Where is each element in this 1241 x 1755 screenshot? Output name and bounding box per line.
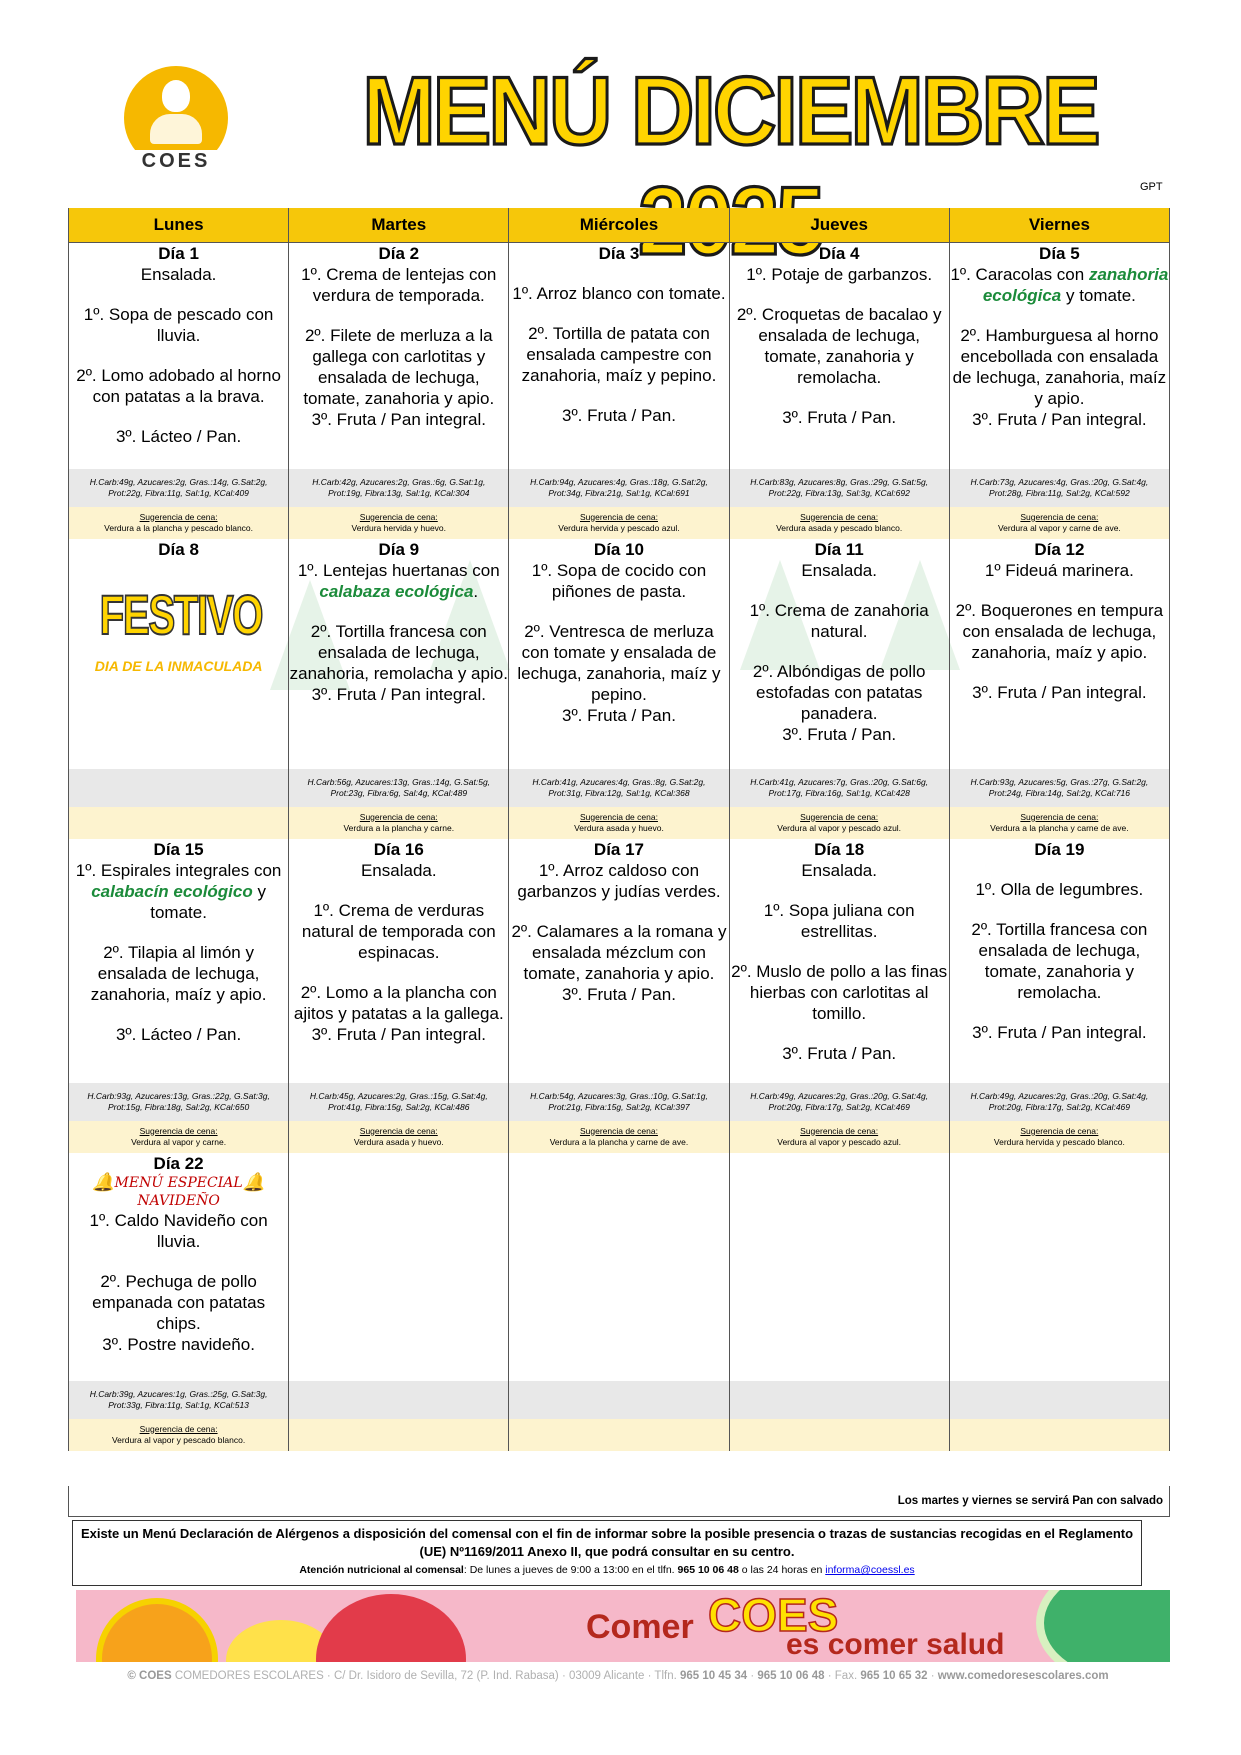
dinner-suggestion-text: Verdura al vapor y carne de ave. <box>997 522 1121 533</box>
dinner-suggestion-title: Sugerencia de cena: <box>139 511 218 522</box>
dish-line <box>950 1003 1169 1022</box>
festivo-title: FESTIVO <box>99 582 263 646</box>
dish-line: 2º. Tortilla de patata con ensalada campestre con zanahoria, maíz y pepino. <box>521 324 717 385</box>
weekday-header-row <box>69 208 1170 243</box>
dish-text: . <box>473 581 479 601</box>
nutrition-cell <box>69 1381 289 1419</box>
dinner-suggestion-text: Verdura al vapor y pescado blanco. <box>111 1434 246 1445</box>
dinner-suggestion-text: Verdura al vapor y carne. <box>131 1136 227 1147</box>
nutrition-line: Prot:20g, Fibra:17g, Sal:2g, KCal:469 <box>988 1101 1131 1112</box>
day-label: Día 17 <box>593 839 645 859</box>
dinner-suggestion-cell <box>949 1121 1169 1153</box>
footer-brand: © COES <box>127 1670 172 1682</box>
dish-line: 1º. Crema de lentejas con verdura de temporada. <box>301 265 497 305</box>
dinner-suggestion-text: Verdura hervida y huevo. <box>351 522 447 533</box>
dish-line <box>730 285 949 304</box>
day-label: Día 9 <box>378 539 420 559</box>
dinner-suggestion-title: Sugerencia de cena: <box>800 1125 879 1136</box>
dish-line <box>950 581 1169 600</box>
day-cell <box>289 539 509 769</box>
dish-line <box>730 881 949 900</box>
dish-line <box>730 581 949 600</box>
dish-line <box>69 407 288 426</box>
dish-line <box>69 923 288 942</box>
week-row <box>69 1153 1170 1381</box>
dish-line <box>950 264 1169 306</box>
nutrition-cell <box>509 1083 729 1121</box>
nutrition-line: H.Carb:49g, Azucares:2g, Gras.:20g, G.Sat:4g, <box>970 1090 1149 1101</box>
day-label: Día 4 <box>818 244 860 263</box>
dinner-suggestion-title: Sugerencia de cena: <box>579 1125 658 1136</box>
dish-line: Ensalada. <box>801 560 877 580</box>
dish-line: 1º. Sopa de pescado con lluvia. <box>83 305 274 345</box>
dish-line: 1º. Caldo Navideño con lluvia. <box>89 1210 268 1251</box>
dish-line: 2º. Calamares a la romana y ensalada mézclum con tomate, zanahoria y apio. <box>511 921 727 983</box>
day-cell <box>509 1153 729 1381</box>
dish-line: 2º. Muslo de pollo a las finas hierbas con carlotitas al tomillo. <box>731 961 948 1023</box>
dish-line <box>950 306 1169 325</box>
nutrition-cell <box>949 469 1169 507</box>
dish-line <box>69 346 288 365</box>
day-label: Día 11 <box>814 539 864 559</box>
dinner-suggestion-title: Sugerencia de cena: <box>1020 511 1099 522</box>
dish-line: 3º. Fruta / Pan integral. <box>972 682 1147 702</box>
nutrition-line: Prot:15g, Fibra:18g, Sal:2g, KCal:650 <box>107 1101 250 1112</box>
comer-coes-banner <box>76 1590 1170 1662</box>
dish-line <box>509 602 728 621</box>
nutrition-line: H.Carb:41g, Azucares:4g, Gras.:8g, G.Sat:2g, <box>532 776 706 787</box>
footer-phone2: 965 10 06 48 <box>757 1670 825 1682</box>
dish-line <box>289 306 508 325</box>
eco-ingredient: calabacín ecológico <box>91 881 253 901</box>
day-cell <box>69 539 289 769</box>
nutrition-cell <box>289 1381 509 1419</box>
dish-line: 3º. Fruta / Pan integral. <box>972 410 1147 429</box>
festivo-subtitle: DIA DE LA INMACULADA <box>94 657 263 674</box>
dinner-suggestion-cell <box>509 507 729 539</box>
nutrition-phone: 965 10 06 48 <box>677 1564 739 1576</box>
dish-line <box>289 560 508 602</box>
nutrition-line: H.Carb:49g, Azucares:2g, Gras.:14g, G.Sat:2g, <box>89 476 268 487</box>
dinner-suggestion-cell <box>729 1419 949 1451</box>
dish-line: 2º. Ventresca de merluza con tomate y ensalada de lechuga, zanahoria, maíz y pepino. <box>517 621 721 704</box>
dish-line <box>69 1005 288 1024</box>
nutrition-cell <box>729 469 949 507</box>
dinner-suggestion-title: Sugerencia de cena: <box>139 1423 218 1434</box>
nutrition-line: Prot:28g, Fibra:11g, Sal:2g, KCal:592 <box>989 487 1130 498</box>
day-label: Día 16 <box>373 839 424 859</box>
dish-line: 3º. Lácteo / Pan. <box>115 1024 242 1044</box>
dish-text: y tomate. <box>1065 286 1136 305</box>
dish-line <box>950 663 1169 682</box>
day-cell <box>729 539 949 769</box>
dinner-suggestion-cell <box>729 807 949 839</box>
nutrition-line: H.Carb:39g, Azucares:1g, Gras.:25g, G.Sat:3g, <box>89 1388 268 1399</box>
day-label: Día 8 <box>158 539 199 559</box>
dinner-suggestion-cell <box>949 807 1169 839</box>
nutrition-cell <box>289 469 509 507</box>
watermelon-icon <box>1036 1590 1170 1662</box>
dish-line: 2º. Albóndigas de pollo estofadas con patatas panadera. <box>752 661 926 723</box>
day-label: Día 5 <box>1039 244 1080 263</box>
dinner-suggestion-text: Verdura asada y huevo. <box>353 1136 444 1147</box>
dish-line: 3º. Fruta / Pan integral. <box>311 684 486 704</box>
nutrition-cell <box>729 1381 949 1419</box>
dinner-suggestion-row <box>69 507 1170 539</box>
dish-line: 2º. Tortilla francesa con ensalada de lechuga, zanahoria, remolacha y apio. <box>289 621 508 683</box>
dinner-suggestion-title: Sugerencia de cena: <box>139 1125 218 1136</box>
dinner-suggestion-cell <box>949 507 1169 539</box>
weekday-header: Viernes <box>949 208 1169 243</box>
nutrition-line: Prot:24g, Fibra:14g, Sal:2g, KCal:716 <box>988 787 1131 798</box>
dish-line: 3º. Fruta / Pan integral. <box>311 410 486 429</box>
day-cell <box>289 243 509 469</box>
nutrition-row <box>69 769 1170 807</box>
dish-line <box>730 942 949 961</box>
nutrition-contact-text: : De lunes a jueves de 9:00 a 13:00 en el tlfn. <box>463 1564 675 1576</box>
dish-line <box>730 388 949 407</box>
bell-icon: 🔔 <box>242 1171 266 1193</box>
dinner-suggestion-text: Verdura hervida y pescado azul. <box>558 522 680 533</box>
dish-line: 3º. Fruta / Pan integral. <box>311 1024 486 1044</box>
dish-line: 3º. Fruta / Pan. <box>562 406 676 425</box>
dinner-suggestion-title: Sugerencia de cena: <box>359 811 438 822</box>
dish-line: 1º. Arroz caldoso con garbanzos y judías verdes. <box>517 860 721 901</box>
day-label: Día 22 <box>153 1153 204 1173</box>
footer-web[interactable]: www.comedoresescolares.com <box>937 1670 1109 1682</box>
dish-line: 2º. Hamburguesa al horno encebollada con ensalada de lechuga, zanahoria, maíz y apio. <box>952 326 1167 408</box>
dish-line: Ensalada. <box>360 860 437 880</box>
weekday-header: Jueves <box>729 208 949 243</box>
nutrition-line: Prot:31g, Fibra:12g, Sal:1g, KCal:368 <box>548 787 690 798</box>
dinner-suggestion-cell <box>729 507 949 539</box>
dish-line <box>730 1024 949 1043</box>
dish-line: 1º. Crema de zanahoria natural. <box>749 600 929 641</box>
allergen-notice <box>72 1520 1142 1586</box>
dish-line: 3º. Fruta / Pan. <box>782 408 897 427</box>
logo-figure-body <box>150 114 202 144</box>
dinner-suggestion-text: Verdura a la plancha y carne de ave. <box>990 822 1129 833</box>
day-cell <box>289 1153 509 1381</box>
dish-line <box>69 1252 288 1271</box>
nutrition-line: Prot:22g, Fibra:11g, Sal:1g, KCal:409 <box>108 487 249 498</box>
dinner-suggestion-text: Verdura al vapor y pescado azul. <box>777 822 902 833</box>
nutrition-cell <box>509 469 729 507</box>
dish-line: 1º. Olla de legumbres. <box>975 879 1144 899</box>
orange-slice-icon <box>96 1598 218 1662</box>
weekday-header: Lunes <box>69 208 289 243</box>
day-label: Día 15 <box>153 839 204 859</box>
nutrition-cell <box>729 769 949 807</box>
dinner-suggestion-text: Verdura a la plancha y carne de ave. <box>549 1136 689 1147</box>
special-menu-title <box>69 1171 288 1210</box>
nutrition-line: Prot:34g, Fibra:21g, Sal:1g, KCal:691 <box>548 487 690 498</box>
nutrition-contact-label: Atención nutricional al comensal <box>299 1564 464 1576</box>
dish-line <box>509 264 728 283</box>
nutrition-cell <box>949 769 1169 807</box>
weekday-header: Miércoles <box>509 208 729 243</box>
dinner-suggestion-cell <box>69 507 289 539</box>
nutrition-line: Prot:17g, Fibra:16g, Sal:1g, KCal:428 <box>768 787 910 798</box>
nutrition-contact-text2: o las 24 horas en <box>741 1564 823 1576</box>
dish-text: 1º. Lentejas huertanas con <box>297 560 500 580</box>
dish-line <box>69 860 288 923</box>
day-cell <box>729 839 949 1083</box>
dinner-suggestion-cell <box>289 1419 509 1451</box>
dinner-suggestion-cell <box>509 1419 729 1451</box>
bell-icon: 🔔 <box>92 1171 115 1193</box>
logo-text: COES <box>120 150 232 173</box>
dish-line: 2º. Croquetas de bacalao y ensalada de lechuga, tomate, zanahoria y remolacha. <box>736 305 942 387</box>
dish-line: 2º. Lomo adobado al horno con patatas a la brava. <box>76 366 281 406</box>
nutrition-cell <box>69 769 289 807</box>
dish-line: 1º. Sopa de cocido con piñones de pasta. <box>531 560 707 601</box>
dinner-suggestion-cell <box>69 1121 289 1153</box>
dinner-suggestion-row <box>69 807 1170 839</box>
dinner-suggestion-cell <box>729 1121 949 1153</box>
day-cell <box>729 243 949 469</box>
dinner-suggestion-cell <box>69 1419 289 1451</box>
day-cell <box>289 839 509 1083</box>
coes-logo <box>120 66 232 178</box>
day-cell <box>69 1153 289 1381</box>
logo-figure-face <box>162 80 190 112</box>
dish-line: 1º. Arroz blanco con tomate. <box>512 284 726 303</box>
nutrition-line: Prot:22g, Fibra:13g, Sal:3g, KCal:692 <box>768 487 910 498</box>
dinner-suggestion-text: Verdura a la plancha y carne. <box>343 822 455 833</box>
dish-line <box>509 386 728 405</box>
dinner-suggestion-row <box>69 1419 1170 1451</box>
day-cell <box>509 243 729 469</box>
dish-line: 2º. Boquerones en tempura con ensalada de lechuga, zanahoria, maíz y apio. <box>955 600 1164 662</box>
dinner-suggestion-title: Sugerencia de cena: <box>800 811 879 822</box>
dish-line: Ensalada. <box>140 265 217 284</box>
menu-table <box>68 208 1170 1451</box>
nutrition-cell <box>509 1381 729 1419</box>
dinner-suggestion-cell <box>509 1121 729 1153</box>
dish-line <box>289 881 508 900</box>
dinner-suggestion-text: Verdura asada y huevo. <box>574 822 664 833</box>
dish-line <box>950 860 1169 879</box>
nutrition-line: H.Carb:42g, Azucares:2g, Gras.:6g, G.Sat:1g, <box>312 476 486 487</box>
dinner-suggestion-title: Sugerencia de cena: <box>1020 811 1099 822</box>
day-cell <box>729 1153 949 1381</box>
nutrition-line: Prot:23g, Fibra:6g, Sal:4g, KCal:489 <box>330 787 468 798</box>
eco-ingredient: calabaza ecológica <box>319 581 474 601</box>
dinner-suggestion-title: Sugerencia de cena: <box>359 1125 438 1136</box>
weekday-header: Martes <box>289 208 509 243</box>
eco-ingredient: zanahoria ecológica <box>982 265 1169 305</box>
nutrition-cell <box>289 1083 509 1121</box>
nutrition-cell <box>949 1083 1169 1121</box>
dinner-suggestion-text: Verdura a la plancha y pescado blanco. <box>104 522 254 533</box>
dish-line: 1º Fideuá marinera. <box>984 560 1134 580</box>
dish-text: 1º. Espirales integrales con <box>75 860 282 880</box>
nutrition-row <box>69 1083 1170 1121</box>
dish-line: Ensalada. <box>801 860 877 880</box>
dinner-suggestion-cell <box>949 1419 1169 1451</box>
day-label: Día 1 <box>158 244 199 263</box>
dish-line <box>289 963 508 982</box>
nutrition-email-link[interactable]: informa@coessl.es <box>825 1564 915 1576</box>
day-cell <box>949 243 1169 469</box>
dinner-suggestion-text: Verdura asada y pescado blanco. <box>776 522 903 533</box>
dinner-suggestion-title: Sugerencia de cena: <box>359 511 438 522</box>
dinner-suggestion-cell <box>509 807 729 839</box>
dish-text: 1º. Caracolas con <box>950 265 1085 284</box>
dish-line <box>509 902 728 921</box>
footer-fax: 965 10 65 32 <box>860 1670 928 1682</box>
dinner-suggestion-title: Sugerencia de cena: <box>579 511 658 522</box>
nutrition-line: H.Carb:94g, Azucares:4g, Gras.:18g, G.Sat:2g, <box>530 476 708 487</box>
nutrition-line: Prot:33g, Fibra:11g, Sal:1g, KCal:513 <box>108 1399 249 1410</box>
nutrition-line: Prot:21g, Fibra:15g, Sal:2g, KCal:397 <box>548 1101 690 1112</box>
dish-line: 2º. Lomo a la plancha con ajitos y patatas a la gallega. <box>293 982 504 1023</box>
day-cell <box>949 539 1169 769</box>
nutrition-line: Prot:41g, Fibra:15g, Sal:2g, KCal:486 <box>328 1101 470 1112</box>
day-cell <box>509 839 729 1083</box>
dinner-suggestion-row <box>69 1121 1170 1153</box>
nutrition-line: H.Carb:56g, Azucares:13g, Gras.:14g, G.Sat:5g, <box>307 776 491 787</box>
nutrition-contact <box>73 1561 1141 1579</box>
day-cell <box>69 243 289 469</box>
dish-line: 3º. Fruta / Pan. <box>562 705 676 725</box>
dish-text: y tomate. <box>150 881 266 922</box>
day-label: Día 10 <box>593 539 645 559</box>
dinner-suggestion-title: Sugerencia de cena: <box>800 511 879 522</box>
allergen-text: Existe un Menú Declaración de Alérgenos a disposición del comensal con el fin de informar sobre la posible presencia o trazas de sustancias recogidas en el Reglamento (UE) Nº1169/2011 Anexo II, que podrá consultar en su centro. <box>80 1526 1134 1559</box>
special-menu-line2: NAVIDEÑO <box>137 1192 220 1209</box>
dish-line: 2º. Tortilla francesa con ensalada de lechuga, tomate, zanahoria y remolacha. <box>971 919 1148 1002</box>
day-label: Día 19 <box>1034 839 1085 859</box>
nutrition-line: Prot:20g, Fibra:17g, Sal:2g, KCal:469 <box>768 1101 910 1112</box>
dinner-suggestion-cell <box>289 807 509 839</box>
day-cell <box>949 839 1169 1083</box>
bread-note-text: Los martes y viernes se servirá Pan con salvado <box>897 1495 1163 1507</box>
nutrition-line: H.Carb:93g, Azucares:5g, Gras.:27g, G.Sat:2g, <box>970 776 1149 787</box>
gpt-label: GPT <box>1140 181 1163 193</box>
week-row <box>69 839 1170 1083</box>
week-row <box>69 243 1170 469</box>
dish-line: 2º. Tilapia al limón y ensalada de lechuga, zanahoria, maíz y apio. <box>90 942 267 1004</box>
dish-line: 3º. Fruta / Pan. <box>562 984 676 1004</box>
footer-address: COMEDORES ESCOLARES · C/ Dr. Isidoro de Sevilla, 72 (P. Ind. Rabasa) · 03009 Alicante · Tlfn. <box>174 1670 677 1682</box>
footer: © COES COMEDORES ESCOLARES · C/ Dr. Isidoro de Sevilla, 72 (P. Ind. Rabasa) · 03009 Alicante · Tlfn. 965 10 45 34 · 965 10 06 48 · Fax. 965 10 65 32 · www.comedoresescolares.com <box>127 1670 1109 1682</box>
dinner-suggestion-text: Verdura hervida y pescado blanco. <box>993 1136 1125 1147</box>
dinner-suggestion-cell <box>69 807 289 839</box>
bread-note <box>68 1486 1170 1517</box>
nutrition-cell <box>69 469 289 507</box>
nutrition-line: H.Carb:49g, Azucares:2g, Gras.:20g, G.Sat:4g, <box>750 1090 929 1101</box>
nutrition-row <box>69 469 1170 507</box>
dish-line: 3º. Postre navideño. <box>102 1334 255 1354</box>
day-cell <box>949 1153 1169 1381</box>
nutrition-cell <box>949 1381 1169 1419</box>
day-label: Día 2 <box>378 244 420 263</box>
dish-line <box>730 642 949 661</box>
dish-line: 2º. Filete de merluza a la gallega con carlotitas y ensalada de lechuga, tomate, zanahoria y apio. <box>303 326 495 408</box>
nutrition-cell <box>509 769 729 807</box>
week-row <box>69 539 1170 769</box>
nutrition-line: H.Carb:45g, Azucares:2g, Gras.:15g, G.Sat:4g, <box>309 1090 488 1101</box>
day-label: Día 12 <box>1034 539 1085 559</box>
nutrition-cell <box>729 1083 949 1121</box>
day-label: Día 3 <box>598 244 640 263</box>
dinner-suggestion-title: Sugerencia de cena: <box>579 811 658 822</box>
dish-line <box>509 304 728 323</box>
dish-line: 3º. Fruta / Pan. <box>782 1043 897 1063</box>
dish-line <box>69 285 288 304</box>
special-menu-line1: MENÚ ESPECIAL <box>114 1174 243 1191</box>
nutrition-line: H.Carb:41g, Azucares:7g, Gras.:20g, G.Sat:6g, <box>750 776 929 787</box>
dish-line: 3º. Lácteo / Pan. <box>115 427 242 446</box>
nutrition-row <box>69 1381 1170 1419</box>
dish-line: 2º. Pechuga de pollo empanada con patatas chips. <box>92 1271 266 1333</box>
day-cell <box>509 539 729 769</box>
dinner-suggestion-cell <box>289 1121 509 1153</box>
nutrition-line: H.Carb:83g, Azucares:8g, Gras.:29g, G.Sat:5g, <box>750 476 929 487</box>
nutrition-line: H.Carb:54g, Azucares:3g, Gras.:10g, G.Sat:1g, <box>530 1090 708 1101</box>
banner-salud: es comer salud <box>786 1628 1005 1661</box>
nutrition-line: Prot:19g, Fibra:13g, Sal:1g, KCal:304 <box>328 487 470 498</box>
dish-line: 1º. Crema de verduras natural de temporada con espinacas. <box>301 900 496 962</box>
day-cell <box>69 839 289 1083</box>
dish-line: 1º. Sopa juliana con estrellitas. <box>763 900 915 941</box>
banner-comer: Comer <box>586 1608 694 1646</box>
nutrition-cell <box>289 769 509 807</box>
dinner-suggestion-text: Verdura al vapor y pescado azul. <box>777 1136 902 1147</box>
day-label: Día 18 <box>814 839 865 859</box>
banner-coes: COES <box>708 1590 839 1641</box>
dinner-suggestion-cell <box>289 507 509 539</box>
page-title: MENÚ DICIEMBRE <box>362 56 1098 165</box>
apple-icon <box>316 1594 466 1662</box>
dinner-suggestion-title: Sugerencia de cena: <box>1020 1125 1099 1136</box>
dish-line: 1º. Potaje de garbanzos. <box>746 265 933 284</box>
footer-phone1: 965 10 45 34 <box>680 1670 748 1682</box>
nutrition-line: H.Carb:93g, Azucares:13g, Gras.:22g, G.Sat:3g, <box>87 1090 270 1101</box>
dish-line: 3º. Fruta / Pan integral. <box>972 1022 1147 1042</box>
dish-line <box>950 900 1169 919</box>
footer-fax-label: · Fax. <box>827 1670 858 1682</box>
nutrition-line: H.Carb:73g, Azucares:4g, Gras.:20g, G.Sat:4g, <box>970 476 1149 487</box>
dish-line <box>289 602 508 621</box>
nutrition-cell <box>69 1083 289 1121</box>
dish-line: 3º. Fruta / Pan. <box>782 724 897 744</box>
